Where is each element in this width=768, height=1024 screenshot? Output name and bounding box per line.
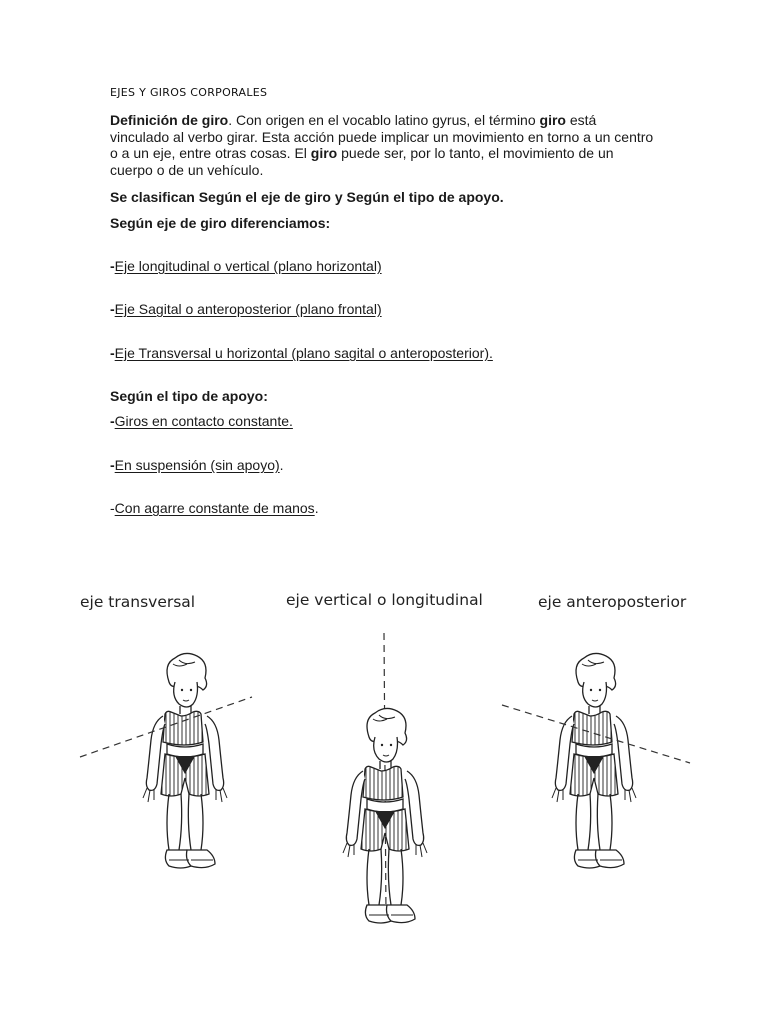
axis-item-text: Eje Transversal u horizontal (plano sagital o anteroposterior). [114, 345, 493, 361]
dash: - [110, 500, 115, 516]
dash: - [110, 345, 115, 361]
figure-transverse [143, 653, 227, 868]
dash: - [110, 258, 115, 274]
giro-term-2: giro [310, 145, 338, 161]
support-item-after: . [314, 500, 319, 516]
axis-item [110, 258, 382, 274]
figures-drawing [0, 575, 768, 925]
figure-vertical [343, 708, 427, 923]
definition-text-1: . Con origen en el vocablo latino gyrus, el término [228, 112, 540, 128]
classification-text: Se clasifican Según el eje de giro y Según el tipo de apoyo. [110, 189, 504, 205]
support-item-text: Giros en contacto constante. [114, 413, 293, 429]
support-item [110, 500, 319, 516]
dash: - [110, 413, 115, 429]
definition-term: Definición de giro [110, 112, 229, 128]
label-transverse-axis: eje transversal [80, 593, 196, 611]
axis-item-text: Eje longitudinal o vertical (plano horizontal) [114, 258, 382, 274]
axis-item [110, 301, 382, 317]
definition-paragraph [110, 112, 655, 178]
axis-item-text: Eje Sagital o anteroposterior (plano frontal) [114, 301, 382, 317]
support-heading: Según el tipo de apoyo: [110, 388, 268, 404]
support-item-text: En suspensión (sin apoyo) [114, 457, 280, 473]
axes-heading: Según eje de giro diferenciamos: [110, 215, 331, 231]
document-title: EJES Y GIROS CORPORALES [110, 86, 268, 99]
body-axes-figure [0, 575, 768, 925]
definition-text-3: puede ser, por lo tanto, el movimiento de un cuerpo o de un vehículo. [110, 145, 614, 178]
support-item [110, 413, 293, 429]
support-item-after: . [279, 457, 284, 473]
label-vertical-axis: eje vertical o longitudinal [286, 591, 483, 609]
dash: - [110, 301, 115, 317]
support-item [110, 457, 284, 473]
axis-item [110, 345, 493, 361]
label-anteroposterior-axis: eje anteroposterior [538, 593, 687, 611]
definition-text-2: está vinculado al verbo girar. Esta acción puede implicar un movimiento en torno a un centro o a un eje, entre otras cosas. El [110, 112, 654, 161]
giro-term-1: giro [539, 112, 566, 128]
figure-anteroposterior [552, 653, 636, 868]
dash: - [110, 457, 115, 473]
support-item-text: Con agarre constante de manos [114, 500, 315, 516]
